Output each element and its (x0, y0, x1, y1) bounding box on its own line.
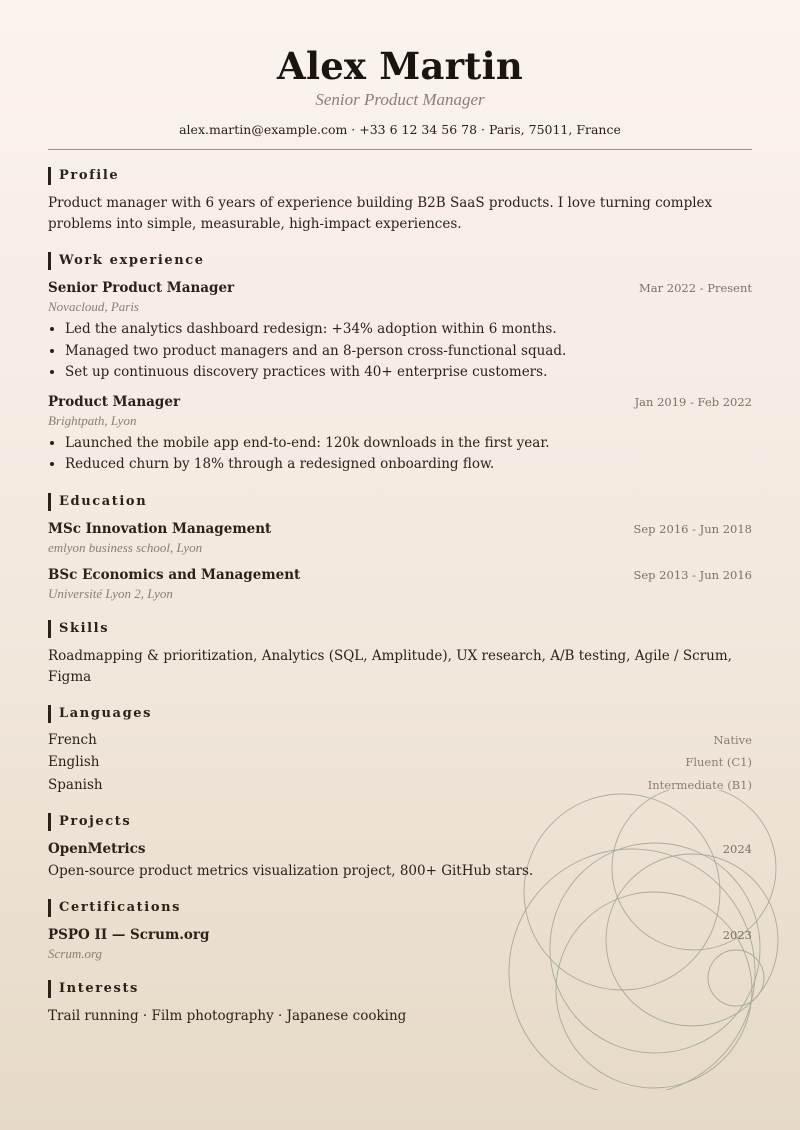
section-title: Profile (48, 167, 752, 185)
language-name: French (48, 731, 97, 748)
project-entry (48, 840, 752, 882)
job-header (48, 279, 752, 298)
job-dates: Jan 2019 - Feb 2022 (634, 394, 752, 409)
certification-year: 2023 (722, 928, 752, 942)
education-dates: Sep 2016 - Jun 2018 (633, 521, 752, 536)
degree-title: BSc Economics and Management (48, 566, 301, 583)
job-entry (48, 393, 752, 476)
header-divider (48, 149, 752, 150)
bullet-item: • Reduced churn by 18% through a redesigned onboarding flow. (65, 454, 752, 476)
certification-issuer: Scrum.org (48, 946, 103, 961)
contact-line: alex.martin@example.com · +33 6 12 34 56 78 · Paris, 75011, France (179, 122, 621, 137)
language-row (48, 751, 752, 774)
job-company: Brightpath, Lyon (48, 412, 137, 428)
project-year: 2024 (722, 842, 752, 856)
language-row (48, 729, 752, 752)
education-header (48, 566, 752, 585)
bullet-item: • Managed two product managers and an 8-person cross-functional squad. (65, 341, 752, 363)
skills-section (48, 620, 752, 688)
school-name: emlyon business school, Lyon (48, 539, 203, 555)
job-company: Novacloud, Paris (48, 299, 139, 314)
bullet-item: • Led the analytics dashboard redesign: +34% adoption within 6 months. (65, 319, 752, 341)
language-name: Spanish (48, 776, 103, 793)
school-name: Université Lyon 2, Lyon (48, 585, 173, 601)
section-title: Projects (48, 813, 752, 831)
language-level: Fluent (C1) (685, 755, 752, 769)
section-title: Skills (48, 620, 752, 638)
interests-section (48, 980, 752, 1027)
project-header (48, 840, 752, 859)
projects-section (48, 813, 752, 882)
candidate-name: Alex Martin (277, 44, 523, 88)
degree-title: MSc Innovation Management (48, 520, 272, 537)
education-entry (48, 566, 752, 603)
languages-section (48, 705, 752, 797)
language-name: English (48, 754, 100, 770)
project-name: OpenMetrics (48, 841, 146, 857)
section-title: Certifications (48, 899, 752, 917)
certification-header (48, 926, 752, 945)
project-description: Open-source product metrics visualization project, 800+ GitHub stars. (48, 863, 534, 879)
languages-list (48, 729, 752, 797)
profile-section (48, 167, 752, 235)
profile-text: Product manager with 6 years of experience building B2B SaaS products. I love turning complex problems into simple, measurable, high-impact experiences. (48, 195, 713, 232)
job-title: Product Manager (48, 393, 181, 410)
resume-page (48, 0, 752, 1027)
candidate-title: Senior Product Manager (315, 90, 485, 109)
education-section (48, 493, 752, 603)
skills-text: Roadmapping & prioritization, Analytics (SQL, Amplitude), UX research, A/B testing, Agile / Scrum, Figma (48, 647, 732, 685)
job-bullets (48, 433, 752, 476)
language-row (48, 774, 752, 797)
certifications-section (48, 899, 752, 963)
bullet-item: • Set up continuous discovery practices with 40+ enterprise customers. (65, 362, 752, 384)
education-header (48, 520, 752, 539)
education-dates: Sep 2013 - Jun 2016 (633, 567, 752, 582)
section-title: Languages (48, 705, 752, 723)
education-entry (48, 520, 752, 557)
job-dates: Mar 2022 - Present (638, 281, 752, 295)
language-level: Native (713, 732, 752, 747)
job-entry (48, 279, 752, 384)
section-title: Education (48, 493, 752, 511)
interests-text: Trail running · Film photography · Japanese cooking (48, 1008, 407, 1024)
bullet-item: • Launched the mobile app end-to-end: 120k downloads in the first year. (65, 433, 752, 455)
job-header (48, 393, 752, 412)
job-title: Senior Product Manager (48, 280, 235, 296)
section-title: Work experience (48, 252, 752, 270)
certification-name: PSPO II — Scrum.org (48, 927, 210, 943)
certification-entry (48, 926, 752, 963)
job-bullets (48, 319, 752, 384)
language-level: Intermediate (B1) (647, 777, 752, 792)
section-title: Interests (48, 980, 752, 998)
work-section (48, 252, 752, 476)
resume-header (48, 0, 752, 138)
